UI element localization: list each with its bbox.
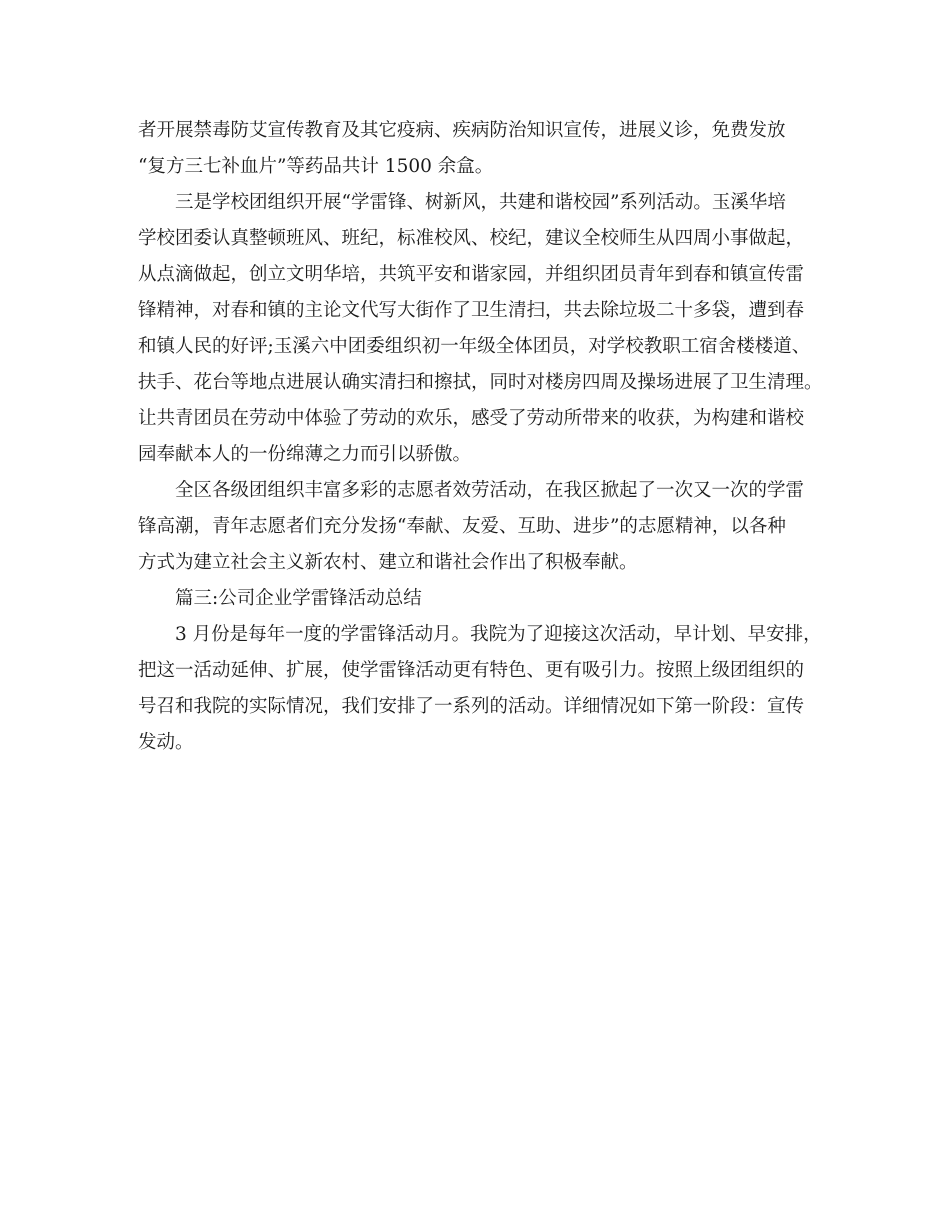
text-line: 者开展禁毒防艾宣传教育及其它疫病、疾病防治知识宣传，进展义诊，免费发放	[138, 120, 786, 141]
paragraph-start-line: 三是学校团组织开展“学雷锋、树新风，共建和谐校园”系列活动。玉溪华培	[175, 192, 786, 213]
section-heading: 篇三:公司企业学雷锋活动总结	[175, 588, 422, 609]
text-line: 号召和我院的实际情况，我们安排了一系列的活动。详细情况如下第一阶段：宣传	[138, 696, 805, 717]
text-line: 学校团委认真整顿班风、班纪，标准校风、校纪，建议全校师生从四周小事做起，	[138, 228, 805, 249]
text-line: 扶手、花台等地点进展认确实清扫和擦拭，同时对楼房四周及操场进展了卫生清理。	[138, 372, 823, 393]
text-line: 和镇人民的好评;玉溪六中团委组织初一年级全体团员，对学校教职工宿舍楼楼道、	[138, 336, 811, 357]
text-line: 方式为建立社会主义新农村、建立和谐社会作出了积极奉献。	[138, 552, 638, 573]
text-line: “复方三七补血片”等药品共计 1500 余盒。	[138, 156, 494, 177]
paragraph-start-line: 3 月份是每年一度的学雷锋活动月。我院为了迎接这次活动，早计划、早安排，	[175, 624, 822, 645]
text-line: 让共青团员在劳动中体验了劳动的欢乐，感受了劳动所带来的收获，为构建和谐校	[138, 408, 805, 429]
text-line: 园奉献本人的一份绵薄之力而引以骄傲。	[138, 444, 472, 465]
paragraph-start-line: 全区各级团组织丰富多彩的志愿者效劳活动，在我区掀起了一次又一次的学雷	[175, 480, 805, 501]
text-line: 锋精神，对春和镇的主论文代写大街作了卫生清扫，共去除垃圾二十多袋，遭到春	[138, 300, 805, 321]
text-line: 锋高潮，青年志愿者们充分发扬“奉献、友爱、互助、进步”的志愿精神，以各种	[138, 516, 786, 537]
document-body	[138, 113, 844, 761]
text-line: 发动。	[138, 732, 194, 753]
text-line: 从点滴做起，创立文明华培，共筑平安和谐家园，并组织团员青年到春和镇宣传雷	[138, 264, 805, 285]
text-line: 把这一活动延伸、扩展，使学雷锋活动更有特色、更有吸引力。按照上级团组织的	[138, 660, 805, 681]
